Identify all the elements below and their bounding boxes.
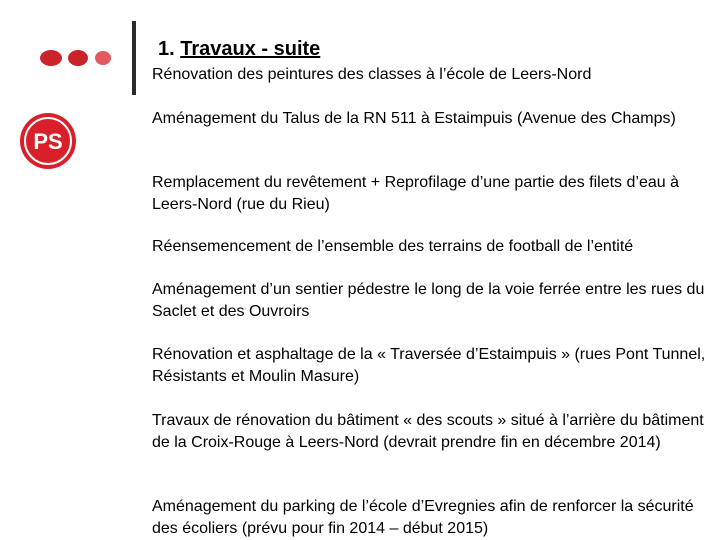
logo-text: PS [33, 129, 63, 154]
list-item: Remplacement du revêtement + Reprofilage d’une partie des filets d’eau à Leers-Nord (rue du Rieu) [152, 174, 679, 213]
title-text: Travaux - suite [180, 38, 321, 60]
dot-icon [68, 50, 88, 66]
ps-logo [20, 113, 76, 169]
page-title [158, 38, 320, 61]
list-item: Rénovation et asphaltage de la « Traversée d’Estaimpuis » (rues Pont Tunnel, Résistants et Moulin Masure) [152, 346, 706, 385]
list-item: Travaux de rénovation du bâtiment « des scouts » situé à l’arrière du bâtiment de la Croix-Rouge à Leers-Nord (devrait prendre fin en décembre 2014) [152, 412, 704, 451]
list-item: Aménagement d’un sentier pédestre le long de la voie ferrée entre les rues du Saclet et des Ouvroirs [152, 281, 705, 320]
list-item: Aménagement du Talus de la RN 511 à Estaimpuis (Avenue des Champs) [152, 110, 676, 127]
vertical-divider [132, 21, 136, 95]
list-item: Réensemencement de l’ensemble des terrains de football de l’entité [152, 238, 634, 255]
dot-icon [40, 50, 62, 66]
decorative-dots [40, 46, 120, 68]
title-number: 1. [158, 38, 181, 60]
ps-logo-icon [28, 128, 68, 154]
dot-icon [95, 51, 111, 65]
list-item: Rénovation des peintures des classes à l’école de Leers-Nord [152, 66, 592, 83]
list-item: Aménagement du parking de l’école d’Evregnies afin de renforcer la sécurité des écoliers (prévu pour fin 2014 – début 2015) [152, 498, 694, 537]
